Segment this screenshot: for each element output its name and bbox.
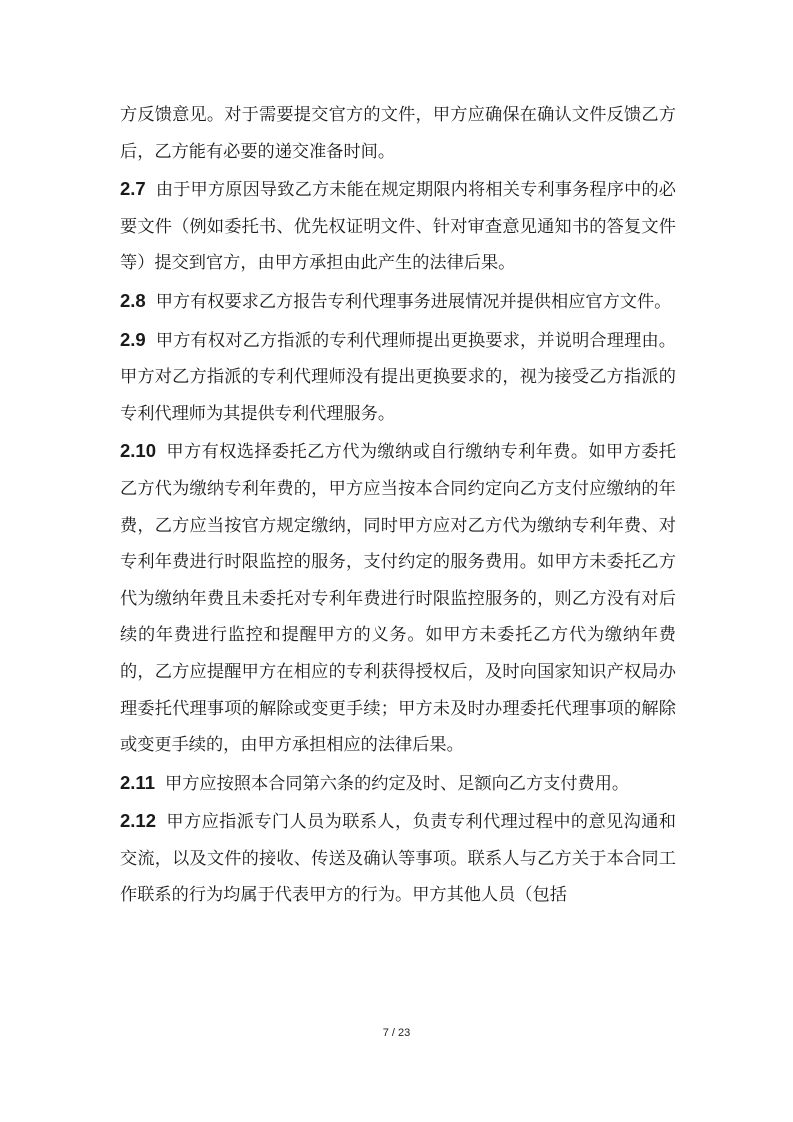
clause-number: 2.11 xyxy=(120,771,155,793)
page-number: 7 / 23 xyxy=(382,1027,411,1039)
clause-text: 甲方有权要求乙方报告专利代理事务进展情况并提供相应官方文件。 xyxy=(155,291,672,312)
clause-text: 甲方有权选择委托乙方代为缴纳或自行缴纳专利年费。如甲方委托乙方代为缴纳专利年费的，甲方应当按本合同约定向乙方支付应缴纳的年费，乙方应当按官方规定缴纳，同时甲方应对乙方代为缴纳专利年费、对专利年费进行时限监控的服务，支付约定的服务费用。如甲方未委托乙方代为缴纳年费且未委托对专利年费进行时限监控服务的，则乙方没有对后续的年费进行监控和提醒甲方的义务。如甲方未委托乙方代为缴纳年费的，乙方应提醒甲方在相应的专利获得授权后，及时向国家知识产权局办理委托代理事项的解除或变更手续；甲方未及时办理委托代理事项的解除或变更手续的，由甲方承担相应的法律后果。 xyxy=(120,442,676,756)
clause-number: 2.9 xyxy=(120,328,146,350)
clause-text: 甲方有权对乙方指派的专利代理师提出更换要求，并说明合理理由。甲方对乙方指派的专利代理师没有提出更换要求的，视为接受乙方指派的专利代理师为其提供专利代理服务。 xyxy=(120,330,676,424)
clause-2-10 xyxy=(120,433,676,763)
document-body xyxy=(120,97,676,914)
clause-2-9 xyxy=(120,322,676,433)
clause-2-11 xyxy=(120,765,676,803)
continued-paragraph: 方反馈意见。对于需要提交官方的文件，甲方应确保在确认文件反馈乙方后，乙方能有必要的递交准备时间。 xyxy=(120,105,676,162)
clause-number: 2.12 xyxy=(120,810,157,832)
clause-text: 甲方应按照本合同第六条的约定及时、足额向乙方支付费用。 xyxy=(165,773,630,794)
clause-number: 2.8 xyxy=(120,289,146,311)
clause-2-8 xyxy=(120,283,676,321)
clause-2-7 xyxy=(120,171,676,282)
clause-text: 由于甲方原因导致乙方未能在规定期限内将相关专利事务程序中的必要文件（例如委托书、优先权证明文件、针对审查意见通知书的答复文件等）提交到官方，由甲方承担由此产生的法律后果。 xyxy=(120,180,676,274)
clause-number: 2.7 xyxy=(120,178,146,200)
clause-2-12 xyxy=(120,803,676,914)
clause-number: 2.10 xyxy=(120,440,157,462)
clause-text: 甲方应指派专门人员为联系人，负责专利代理过程中的意见沟通和交流，以及文件的接收、传送及确认等事项。联系人与乙方关于本合同工作联系的行为均属于代表甲方的行为。甲方其他人员（包括 xyxy=(120,812,676,906)
